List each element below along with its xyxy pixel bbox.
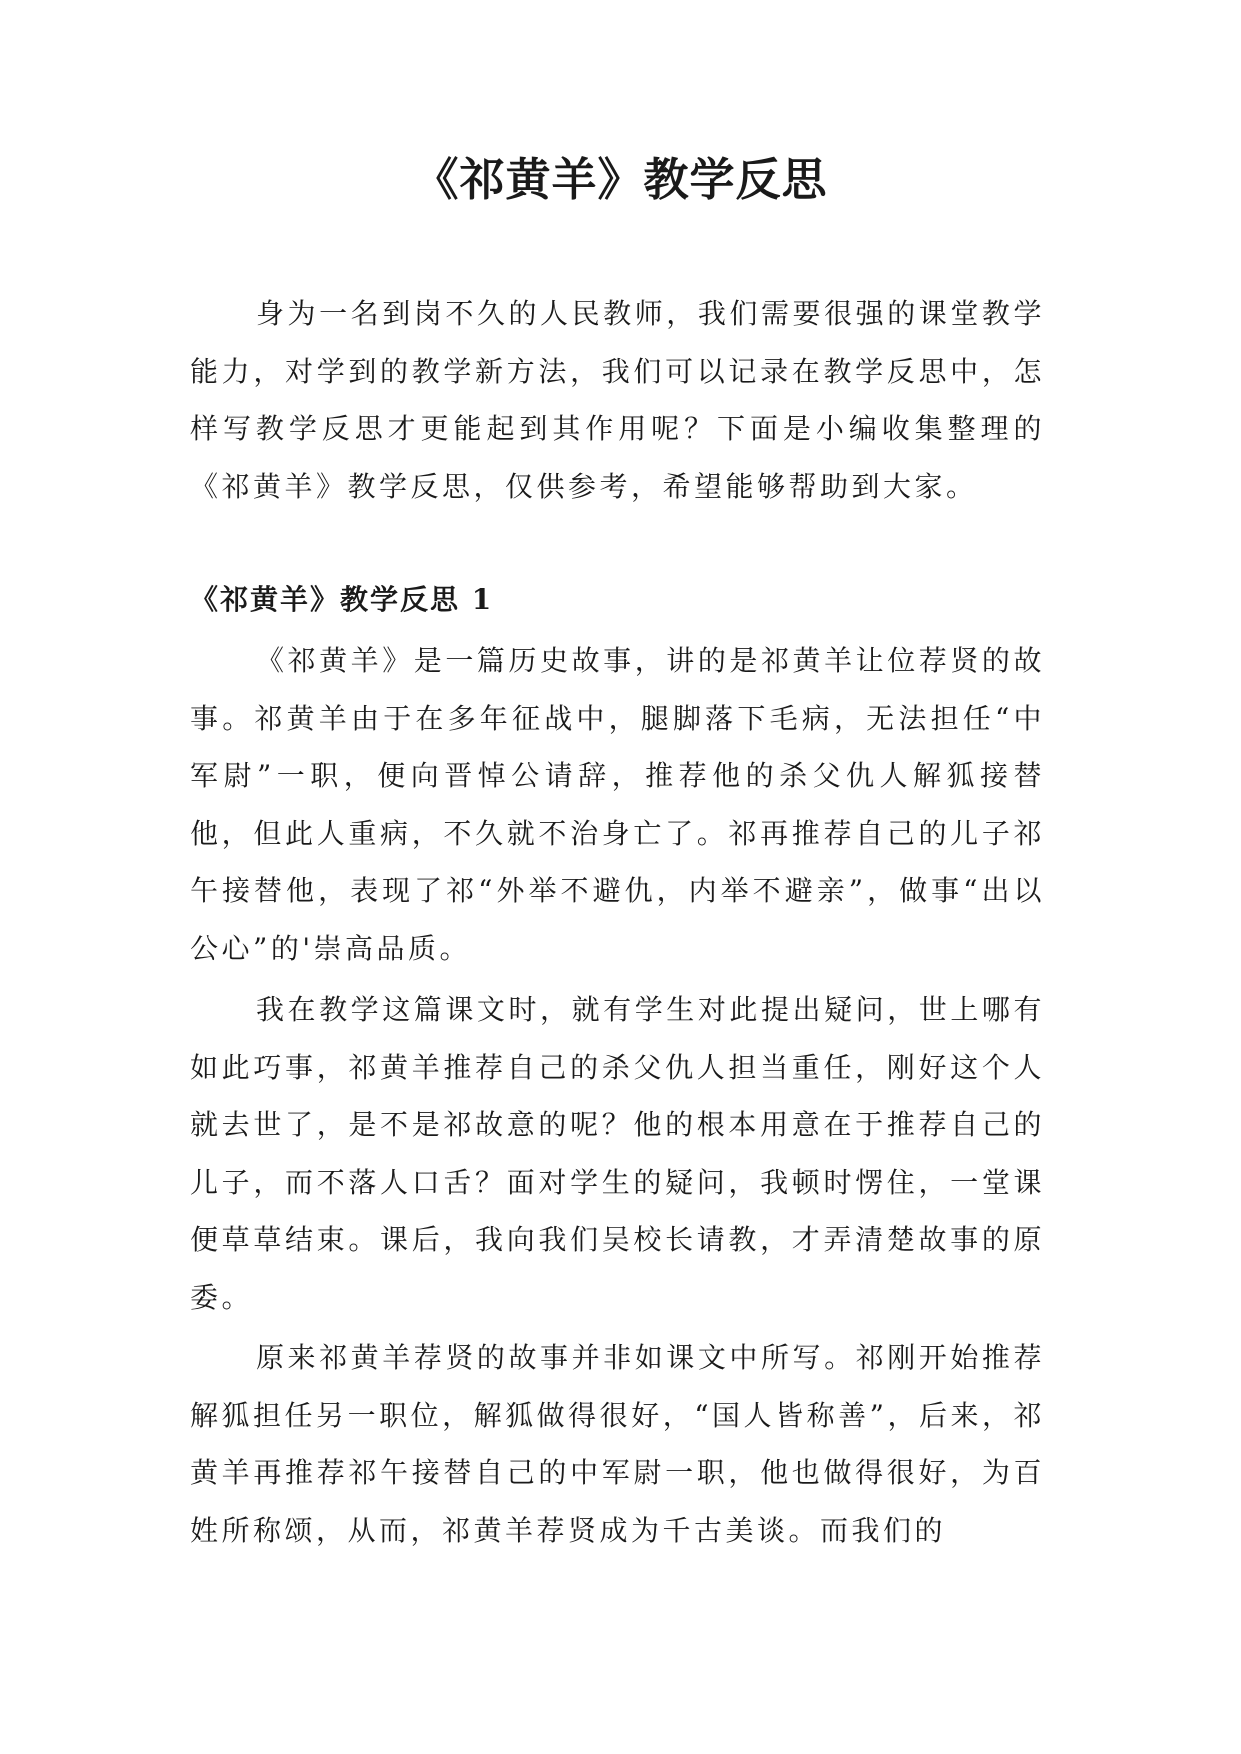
document-title: 《祁黄羊》教学反思 xyxy=(413,153,828,206)
body-paragraph: 我在教学这篇课文时，就有学生对此提出疑问，世上哪有如此巧事，祁黄羊推荐自己的杀父仇人担当重任，刚好这个人就去世了，是不是祁故意的呢？他的根本用意在于推荐自己的儿子，而不落人口舌？面对学生的疑问，我顿时愣住，一堂课便草草结束。课后，我向我们吴校长请教，才弄清楚故事的原委。 xyxy=(190,993,1045,1314)
body-paragraph: 《祁黄羊》是一篇历史故事，讲的是祁黄羊让位荐贤的故事。祁黄羊由于在多年征战中，腿脚落下毛病，无法担任“中军尉”一职，便向晋悼公请辞，推荐他的杀父仇人解狐接替他，但此人重病，不久就不治身亡了。祁再推荐自己的儿子祁午接替他，表现了祁“外举不避仇，内举不避亲”，做事“出以公心”的'崇高品质。 xyxy=(190,644,1045,965)
section-heading: 《祁黄羊》教学反思 1 xyxy=(190,583,494,616)
body-paragraph: 原来祁黄羊荐贤的故事并非如课文中所写。祁刚开始推荐解狐担任另一职位，解狐做得很好，“国人皆称善”，后来，祁黄羊再推荐祁午接替自己的中军尉一职，他也做得很好，为百姓所称颂，从而，祁黄羊荐贤成为千古美谈。而我们的 xyxy=(190,1341,1045,1547)
intro-paragraph: 身为一名到岗不久的人民教师，我们需要很强的课堂教学能力，对学到的教学新方法，我们可以记录在教学反思中，怎样写教学反思才更能起到其作用呢？下面是小编收集整理的《祁黄羊》教学反思，仅供参考，希望能够帮助到大家。 xyxy=(190,297,1045,503)
